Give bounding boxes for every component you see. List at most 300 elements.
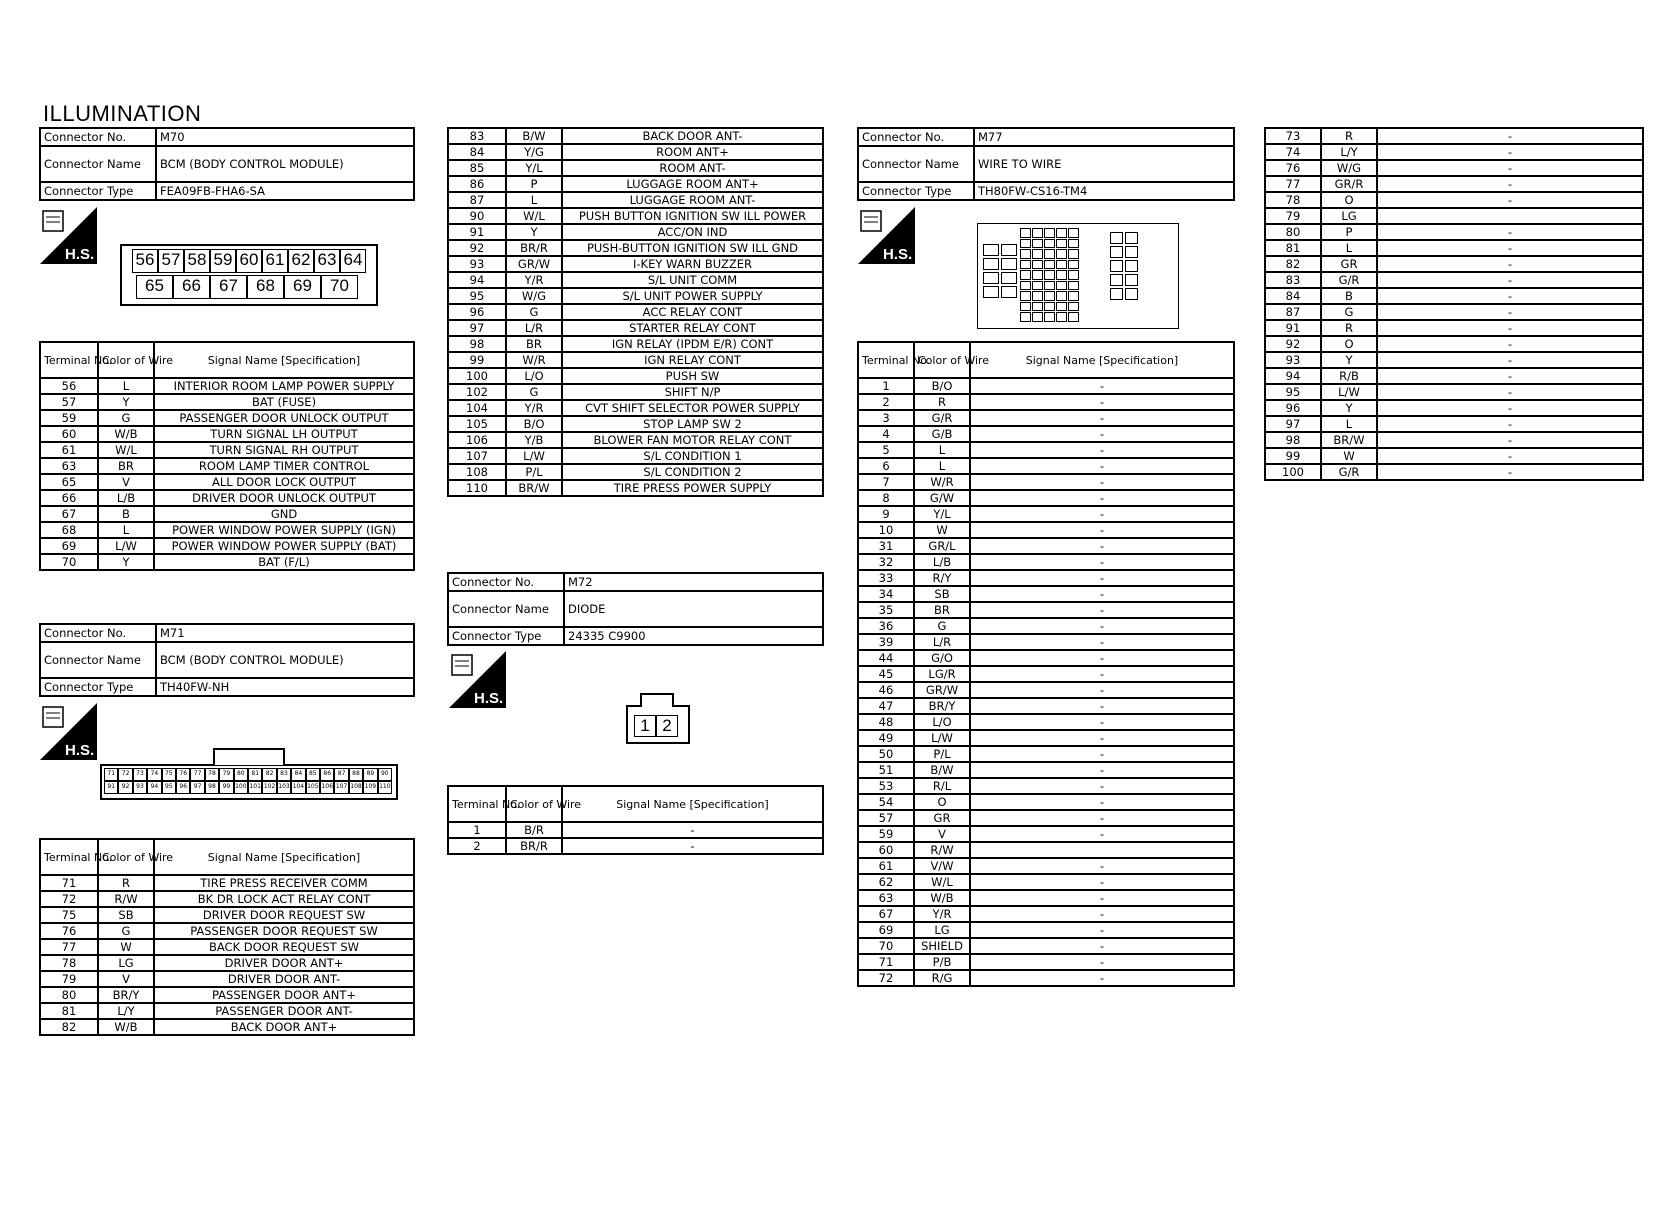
signal-name-cell: - [970,458,1234,474]
terminal-no-cell: 91 [448,224,506,240]
wire-color-cell: BR/W [1321,432,1377,448]
table-row [40,378,414,394]
wire-color-cell: B/R [506,822,562,838]
wire-color-cell: R [1321,320,1377,336]
wire-color-cell: LG [914,922,970,938]
connector-pin: 95 [162,781,176,794]
connector-type-label: Connector Type [448,627,564,645]
connector-cavity [1020,302,1031,312]
signal-name-cell: TIRE PRESS POWER SUPPLY [562,480,823,496]
signal-name-cell: LUGGAGE ROOM ANT- [562,192,823,208]
signal-name-cell: - [970,602,1234,618]
table-row [1265,416,1643,432]
terminal-no-cell: 92 [448,240,506,256]
signal-name-cell: - [970,826,1234,842]
connector-cavity [1068,228,1079,238]
signal-name-cell: - [970,618,1234,634]
terminal-no-cell: 45 [858,666,914,682]
connector-cavity [1032,312,1043,322]
wire-color-cell: R/W [914,842,970,858]
signal-header: Signal Name [Specification] [970,342,1234,378]
connector-pin: 70 [321,275,358,299]
table-row [858,714,1234,730]
connector-pin: 57 [158,249,184,273]
wire-color-cell: GR/W [506,256,562,272]
table-row [40,490,414,506]
connector-cavity [1056,260,1067,270]
table-row [448,384,823,400]
signal-name-cell: GND [154,506,414,522]
m77-terminal-table-continued [1264,127,1644,481]
signal-name-cell: TURN SIGNAL RH OUTPUT [154,442,414,458]
m77-info-table [857,127,1235,201]
table-row [40,891,414,907]
table-row [1265,240,1643,256]
terminal-no-cell: 48 [858,714,914,730]
table-row [1265,256,1643,272]
terminal-no-cell: 1 [858,378,914,394]
table-row [1265,224,1643,240]
terminal-no-cell: 65 [40,474,98,490]
table-row [858,874,1234,890]
terminal-no-cell: 68 [40,522,98,538]
table-row [1265,400,1643,416]
table-row [1265,128,1643,144]
table-row [448,240,823,256]
table-row [40,522,414,538]
table-row [1265,288,1643,304]
terminal-no-cell: 91 [1265,320,1321,336]
table-row [40,554,414,570]
wire-color-cell: W [98,939,154,955]
wire-color-cell: Y [1321,352,1377,368]
signal-name-cell: - [1377,288,1643,304]
table-row [1265,432,1643,448]
signal-name-cell: - [970,378,1234,394]
connector-no-label: Connector No. [40,128,156,146]
signal-name-cell: - [970,794,1234,810]
table-row [1265,352,1643,368]
table-row [40,987,414,1003]
m71-info-table [39,623,415,697]
table-row [858,394,1234,410]
connector-pin: 64 [340,249,366,273]
wire-color-cell: L/O [914,714,970,730]
terminal-no-cell: 8 [858,490,914,506]
connector-pin: 103 [277,781,291,794]
connector-no-label: Connector No. [448,573,564,591]
wire-color-cell: BR/Y [98,987,154,1003]
svg-text:H.S.: H.S. [883,246,913,263]
signal-name-cell: - [970,890,1234,906]
signal-header: Signal Name [Specification] [562,786,823,822]
signal-name-cell: - [1377,240,1643,256]
connector-cavity [1125,288,1138,300]
connector-pin: 90 [378,768,392,781]
signal-name-cell: SHIFT N/P [562,384,823,400]
signal-name-cell: - [1377,368,1643,384]
signal-name-cell: PASSENGER DOOR REQUEST SW [154,923,414,939]
table-row [858,858,1234,874]
connector-cavity [1056,302,1067,312]
terminal-no-cell: 61 [858,858,914,874]
wire-color-cell: Y [98,394,154,410]
signal-name-cell: - [1377,304,1643,320]
connector-cavity [1056,270,1067,280]
wire-color-cell: BR [98,458,154,474]
hs-harness-side-icon [40,703,97,760]
signal-name-cell: STOP LAMP SW 2 [562,416,823,432]
table-row [448,448,823,464]
connector-name-label: Connector Name [40,642,156,678]
table-row [858,490,1234,506]
table-row [448,432,823,448]
table-row [448,822,823,838]
terminal-no-cell: 110 [448,480,506,496]
connector-cavity [1032,249,1043,259]
connector-cavity [1044,281,1055,291]
terminal-no-cell: 100 [448,368,506,384]
signal-name-cell: - [970,938,1234,954]
connector-name-label: Connector Name [858,146,974,182]
connector-pin: 68 [247,275,284,299]
connector-pin: 63 [314,249,340,273]
wire-color-cell: R/Y [914,570,970,586]
color-header: Color of Wire [914,342,970,378]
table-row [858,890,1234,906]
signal-header: Signal Name [Specification] [154,839,414,875]
signal-name-cell: - [1377,448,1643,464]
terminal-no-cell: 99 [448,352,506,368]
signal-name-cell: BLOWER FAN MOTOR RELAY CONT [562,432,823,448]
m72-terminal-table [447,785,824,855]
wire-color-cell: R [1321,128,1377,144]
table-row [40,971,414,987]
connector-pin: 1 [634,715,656,737]
connector-cavity [983,244,999,256]
hs-harness-side-icon [858,207,915,264]
terminal-no-cell: 51 [858,762,914,778]
signal-name-cell: - [970,586,1234,602]
connector-cavity [1068,239,1079,249]
svg-text:H.S.: H.S. [474,690,504,707]
table-row [448,144,823,160]
terminal-no-cell: 39 [858,634,914,650]
wire-color-cell: LG/R [914,666,970,682]
connector-pin: 88 [349,768,363,781]
table-row [40,939,414,955]
wire-color-cell: Y/R [914,906,970,922]
connector-pin: 84 [291,768,305,781]
connector-pin: 81 [248,768,262,781]
table-row [1265,384,1643,400]
terminal-no-cell: 104 [448,400,506,416]
connector-cavity [1044,312,1055,322]
wire-color-cell: Y [1321,400,1377,416]
wire-color-cell: Y [98,554,154,570]
wire-color-cell: L [98,378,154,394]
terminal-no-cell: 79 [1265,208,1321,224]
connector-pin: 91 [104,781,118,794]
table-row [448,128,823,144]
connector-pin: 71 [104,768,118,781]
wire-color-cell: R/B [1321,368,1377,384]
terminal-no-cell: 79 [40,971,98,987]
connector-cavity [983,286,999,298]
table-row [858,794,1234,810]
wire-color-cell: SHIELD [914,938,970,954]
table-row [448,288,823,304]
signal-name-cell: - [970,634,1234,650]
connector-pin: 99 [219,781,233,794]
table-row [858,746,1234,762]
table-row [858,810,1234,826]
color-header: Color of Wire [506,786,562,822]
table-row [448,304,823,320]
signal-name-cell: - [970,570,1234,586]
terminal-no-cell: 96 [1265,400,1321,416]
table-row [858,634,1234,650]
wire-color-cell: W/L [98,442,154,458]
connector-cavity [1068,312,1079,322]
terminal-header: Terminal No. [40,342,98,378]
wire-color-cell: BR/R [506,838,562,854]
table-row [448,416,823,432]
connector-cavity [1056,281,1067,291]
terminal-no-cell: 98 [1265,432,1321,448]
wire-color-cell: G [506,384,562,400]
signal-name-cell: PASSENGER DOOR UNLOCK OUTPUT [154,410,414,426]
wire-color-cell: B [98,506,154,522]
table-row [858,938,1234,954]
signal-name-cell: ROOM ANT- [562,160,823,176]
connector-cavity [1068,270,1079,280]
connector-pin: 82 [262,768,276,781]
terminal-no-cell: 53 [858,778,914,794]
table-row [858,922,1234,938]
connector-pin: 86 [320,768,334,781]
terminal-no-cell: 77 [1265,176,1321,192]
table-row [448,176,823,192]
signal-name-cell: - [1377,320,1643,336]
terminal-no-cell: 93 [448,256,506,272]
signal-name-cell: - [970,554,1234,570]
wire-color-cell: W/B [914,890,970,906]
wire-color-cell: V/W [914,858,970,874]
connector-type-value: FEA09FB-FHA6-SA [156,182,414,200]
wire-color-cell: L/W [98,538,154,554]
connector-pin: 104 [291,781,305,794]
signal-name-cell: - [1377,176,1643,192]
m71-terminal-table-continued [447,127,824,497]
terminal-no-cell: 81 [40,1003,98,1019]
wire-color-cell: G/R [1321,272,1377,288]
wire-color-cell: GR [914,810,970,826]
wire-color-cell: W/B [98,426,154,442]
table-row [448,336,823,352]
signal-name-cell: - [970,778,1234,794]
terminal-no-cell: 62 [858,874,914,890]
terminal-no-cell: 7 [858,474,914,490]
wire-color-cell: L [98,522,154,538]
wire-color-cell: V [98,474,154,490]
signal-name-cell: - [970,474,1234,490]
signal-name-cell: S/L UNIT POWER SUPPLY [562,288,823,304]
terminal-no-cell: 59 [858,826,914,842]
connector-no-label: Connector No. [858,128,974,146]
signal-name-cell: - [970,922,1234,938]
table-row [1265,368,1643,384]
connector-cavity [1032,281,1043,291]
signal-name-cell: PUSH SW [562,368,823,384]
connector-cavity [1044,239,1055,249]
table-row [40,442,414,458]
table-row [448,352,823,368]
connector-name-value: BCM (BODY CONTROL MODULE) [156,146,414,182]
table-row [448,464,823,480]
hs-harness-side-icon [40,207,97,264]
m77-terminal-table [857,341,1235,987]
signal-name-cell: S/L CONDITION 1 [562,448,823,464]
table-row [858,906,1234,922]
connector-pin: 80 [234,768,248,781]
terminal-no-cell: 63 [40,458,98,474]
signal-name-cell [970,842,1234,858]
signal-name-cell: BAT (F/L) [154,554,414,570]
signal-name-cell: - [970,682,1234,698]
signal-name-cell: - [970,490,1234,506]
table-row [858,618,1234,634]
connector-cavity [1044,249,1055,259]
connector-cavity [983,258,999,270]
table-row [1265,144,1643,160]
table-row [40,410,414,426]
connector-cavity [1020,239,1031,249]
wire-color-cell: SB [914,586,970,602]
table-row [1265,336,1643,352]
wire-color-cell: L [1321,416,1377,432]
connector-pin: 76 [176,768,190,781]
signal-name-cell: ACC/ON IND [562,224,823,240]
connector-pin: 108 [349,781,363,794]
table-row [40,458,414,474]
terminal-no-cell: 31 [858,538,914,554]
terminal-no-cell: 57 [40,394,98,410]
wire-color-cell: B/W [914,762,970,778]
signal-name-cell: - [970,714,1234,730]
m71-connector-latch [213,748,285,765]
table-row [448,480,823,496]
table-row [40,955,414,971]
signal-name-cell: - [970,538,1234,554]
terminal-no-cell: 71 [40,875,98,891]
signal-name-cell: PUSH-BUTTON IGNITION SW ILL GND [562,240,823,256]
wire-color-cell: W [1321,448,1377,464]
table-row [858,378,1234,394]
terminal-no-cell: 72 [858,970,914,986]
signal-name-cell: IGN RELAY CONT [562,352,823,368]
connector-pin: 100 [234,781,248,794]
wire-color-cell: Y [506,224,562,240]
wire-color-cell: G [98,410,154,426]
terminal-no-cell: 63 [858,890,914,906]
table-row [1265,272,1643,288]
wire-color-cell: GR/L [914,538,970,554]
terminal-no-cell: 76 [1265,160,1321,176]
connector-cavity [1001,258,1017,270]
terminal-no-cell: 77 [40,939,98,955]
connector-pin: 2 [656,715,678,737]
m70-terminal-table [39,341,415,571]
signal-name-cell: - [970,506,1234,522]
table-row [40,506,414,522]
terminal-no-cell: 99 [1265,448,1321,464]
terminal-no-cell: 98 [448,336,506,352]
signal-name-cell: - [970,762,1234,778]
terminal-no-cell: 44 [858,650,914,666]
wire-color-cell: B/W [506,128,562,144]
connector-cavity [1001,286,1017,298]
terminal-no-cell: 95 [448,288,506,304]
wire-color-cell: P/L [914,746,970,762]
signal-name-cell: PUSH BUTTON IGNITION SW ILL POWER [562,208,823,224]
signal-name-cell: STARTER RELAY CONT [562,320,823,336]
connector-pin: 56 [132,249,158,273]
terminal-no-cell: 90 [448,208,506,224]
signal-name-cell: - [1377,144,1643,160]
table-row [858,970,1234,986]
table-row [448,400,823,416]
wire-color-cell: W/G [1321,160,1377,176]
terminal-no-cell: 67 [858,906,914,922]
wire-color-cell: G [914,618,970,634]
connector-pin: 106 [320,781,334,794]
signal-name-cell: BACK DOOR REQUEST SW [154,939,414,955]
terminal-no-cell: 108 [448,464,506,480]
table-row [448,160,823,176]
terminal-no-cell: 83 [448,128,506,144]
connector-cavity [1044,228,1055,238]
table-row [40,538,414,554]
terminal-no-cell: 32 [858,554,914,570]
connector-pin: 65 [136,275,173,299]
terminal-no-cell: 70 [858,938,914,954]
terminal-no-cell: 34 [858,586,914,602]
signal-name-cell: - [1377,128,1643,144]
terminal-no-cell: 93 [1265,352,1321,368]
signal-name-cell: - [1377,336,1643,352]
terminal-no-cell: 50 [858,746,914,762]
terminal-no-cell: 9 [858,506,914,522]
table-row [858,826,1234,842]
connector-cavity [1020,281,1031,291]
signal-name-cell: - [562,822,823,838]
connector-cavity [1020,270,1031,280]
wire-color-cell: P [506,176,562,192]
terminal-no-cell: 87 [1265,304,1321,320]
wire-color-cell: LG [1321,208,1377,224]
connector-pin: 58 [184,249,210,273]
terminal-no-cell: 75 [40,907,98,923]
table-row [858,778,1234,794]
signal-name-cell: ACC RELAY CONT [562,304,823,320]
signal-name-cell: - [1377,464,1643,480]
connector-cavity [1068,302,1079,312]
terminal-no-cell: 86 [448,176,506,192]
signal-name-cell: INTERIOR ROOM LAMP POWER SUPPLY [154,378,414,394]
connector-cavity [1056,291,1067,301]
terminal-no-cell: 60 [40,426,98,442]
